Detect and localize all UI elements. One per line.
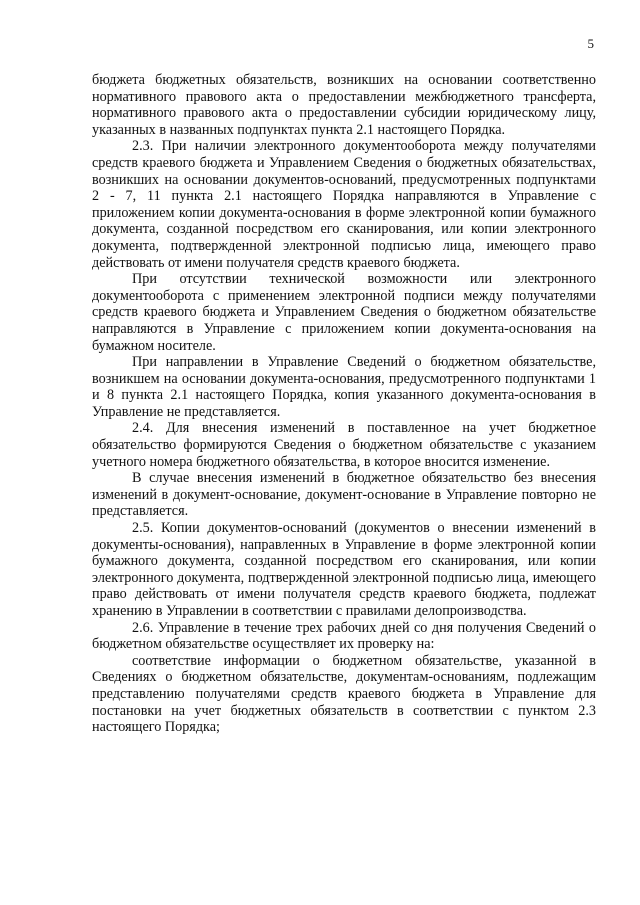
paragraph-no-edm: При отсутствии технической возможности или электронного документооборота с применением электронной подписи между получателями средств краевого бюджета и Управлением Сведения о бюджетном обязательстве направляются в Управление с приложением копии документа-основания на бумажном носителе. — [92, 271, 596, 354]
paragraph-2-3: 2.3. При наличии электронного документооборота между получателями средств краевого бюджета и Управлением Сведения о бюджетных обязательствах, возникших на основании документов-оснований, предусмотренных подпунктами 2 - 7, 11 пункта 2.1 настоящего Порядка направляются в Управление с приложением копии документа-основания в форме электронной копии бумажного документа, созданной посредством его сканирования, или копии электронного документа, подтвержденной электронной подписью лица, имеющего право действовать от имени получателя средств краевого бюджета. — [92, 138, 596, 271]
paragraph-changes-without-basis: В случае внесения изменений в бюджетное обязательство без внесения изменений в документ-основание, документ-основание в Управление повторно не представляется. — [92, 470, 596, 520]
paragraph-2-5: 2.5. Копии документов-оснований (документов о внесении изменений в документы-основания), направленных в Управление в форме электронной копии бумажного документа, созданной посредством его сканирования, или копии электронного документа, подтвержденной электронной подписью лица, имеющего право действовать от имени получателя средств краевого бюджета, подлежат хранению в Управлении в соответствии с правилами делопроизводства. — [92, 520, 596, 619]
paragraph-2-4: 2.4. Для внесения изменений в поставленное на учет бюджетное обязательство формируются Сведения о бюджетном обязательстве с указанием учетного номера бюджетного обязательства, в которое вносится изменение. — [92, 420, 596, 470]
document-body — [92, 72, 596, 736]
paragraph-continuation: бюджета бюджетных обязательств, возникших на основании соответственно нормативного правового акта о предоставлении межбюджетного трансферта, нормативного правового акта о предоставлении субсидии юридическому лицу, указанных в названных подпунктах пункта 2.1 настоящего Порядка. — [92, 72, 596, 138]
paragraph-2-6: 2.6. Управление в течение трех рабочих дней со дня получения Сведений о бюджетном обязательстве осуществляет их проверку на: — [92, 619, 596, 653]
page-number: 5 — [587, 36, 594, 51]
paragraph-check-correspondence: соответствие информации о бюджетном обязательстве, указанной в Сведениях о бюджетном обязательстве, документам-основаниям, подлежащим представлению получателями средств краевого бюджета в Управление для постановки на учет бюджетных обязательств в соответствии с пунктом 2.3 настоящего Порядка; — [92, 652, 596, 736]
paragraph-subpoints-1-8: При направлении в Управление Сведений о бюджетном обязательстве, возникшем на основании документа-основания, предусмотренного подпунктами 1 и 8 пункта 2.1 настоящего Порядка, копия указанного документа-основания в Управление не представляется. — [92, 354, 596, 420]
